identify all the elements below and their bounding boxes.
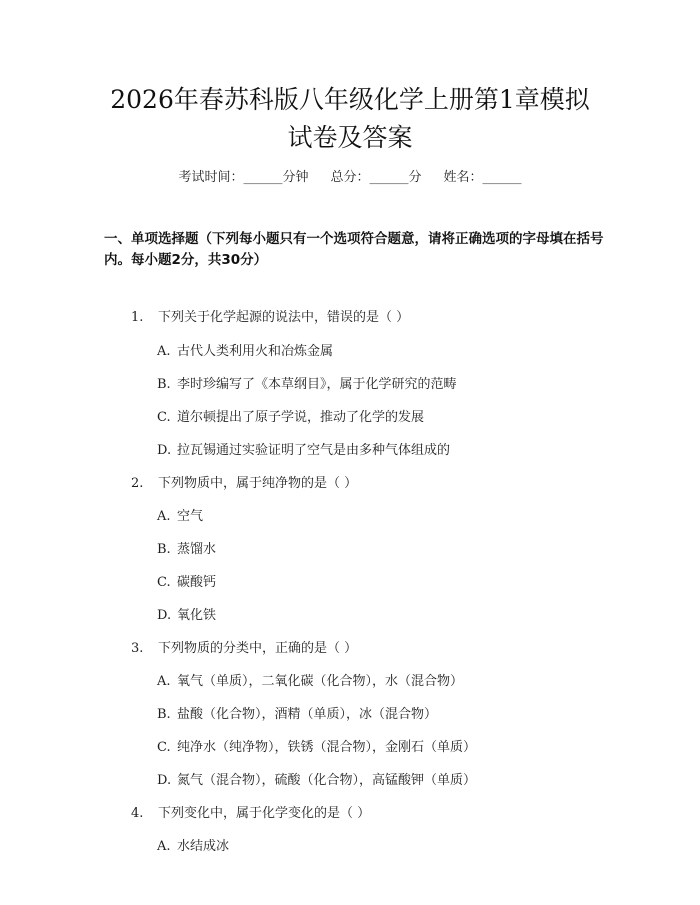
- document-title-line-2: 试卷及答案: [287, 123, 413, 152]
- option-text: 空气: [177, 509, 204, 524]
- option-3d: [157, 771, 476, 791]
- option-letter: D.: [157, 773, 172, 788]
- option-letter: A.: [157, 674, 171, 689]
- option-4a: [157, 837, 229, 857]
- option-3b: [157, 705, 437, 725]
- option-1a: [157, 342, 333, 362]
- option-text: 水结成冰: [177, 839, 230, 854]
- option-text: 碳酸钙: [177, 575, 217, 590]
- option-text: 道尔顿提出了原子学说，推动了化学的发展: [177, 410, 425, 425]
- option-letter: D.: [157, 608, 172, 623]
- option-letter: A.: [157, 344, 171, 359]
- option-letter: B.: [157, 707, 171, 722]
- option-letter: A.: [157, 839, 171, 854]
- question-number: 3.: [131, 641, 144, 656]
- option-text: 李时珍编写了《本草纲目》，属于化学研究的范畴: [177, 377, 457, 392]
- question-4: [131, 804, 370, 824]
- option-letter: B.: [157, 377, 171, 392]
- student-name: 姓名：______: [443, 170, 522, 185]
- option-2c: [157, 573, 216, 593]
- option-2a: [157, 507, 203, 527]
- option-letter: B.: [157, 542, 171, 557]
- document-title-line-1: 2026年春苏科版八年级化学上册第1章模拟: [110, 85, 590, 114]
- option-3c: [157, 738, 476, 758]
- option-text: 氮气（混合物），硫酸（化合物），高锰酸钾（单质）: [177, 773, 477, 788]
- question-number: 4.: [131, 806, 144, 821]
- option-text: 氧化铁: [177, 608, 217, 623]
- question-text: 下列关于化学起源的说法中，错误的是（ ）: [158, 310, 410, 325]
- option-letter: C.: [157, 575, 171, 590]
- exam-time: 考试时间：______分钟: [178, 170, 309, 185]
- total-score: 总分：______分: [330, 170, 422, 185]
- question-3: [131, 639, 357, 659]
- question-1: [131, 308, 409, 328]
- option-letter: A.: [157, 509, 171, 524]
- section-heading: 一、单项选择题（下列每小题只有一个选项符合题意，请将正确选项的字母填在括号内。每小题2分，共30分）: [104, 231, 604, 268]
- option-1d: [157, 441, 450, 461]
- option-letter: C.: [157, 410, 171, 425]
- question-text: 下列物质的分类中，正确的是（ ）: [158, 641, 358, 656]
- option-1b: [157, 375, 457, 395]
- option-text: 蒸馏水: [177, 542, 217, 557]
- question-text: 下列物质中，属于纯净物的是（ ）: [158, 476, 358, 491]
- exam-info: [0, 168, 700, 188]
- option-1c: [157, 408, 424, 428]
- question-number: 1.: [131, 310, 144, 325]
- question-text: 下列变化中，属于化学变化的是（ ）: [158, 806, 371, 821]
- option-2d: [157, 606, 216, 626]
- option-3a: [157, 672, 463, 692]
- question-number: 2.: [131, 476, 144, 491]
- question-2: [131, 474, 357, 494]
- option-text: 拉瓦锡通过实验证明了空气是由多种气体组成的: [177, 443, 451, 458]
- option-letter: D.: [157, 443, 172, 458]
- option-letter: C.: [157, 740, 171, 755]
- option-text: 盐酸（化合物），酒精（单质），冰（混合物）: [177, 707, 438, 722]
- option-text: 纯净水（纯净物），铁锈（混合物），金刚石（单质）: [177, 740, 477, 755]
- option-2b: [157, 540, 216, 560]
- option-text: 氧气（单质），二氧化碳（化合物），水（混合物）: [177, 674, 464, 689]
- option-text: 古代人类利用火和冶炼金属: [177, 344, 334, 359]
